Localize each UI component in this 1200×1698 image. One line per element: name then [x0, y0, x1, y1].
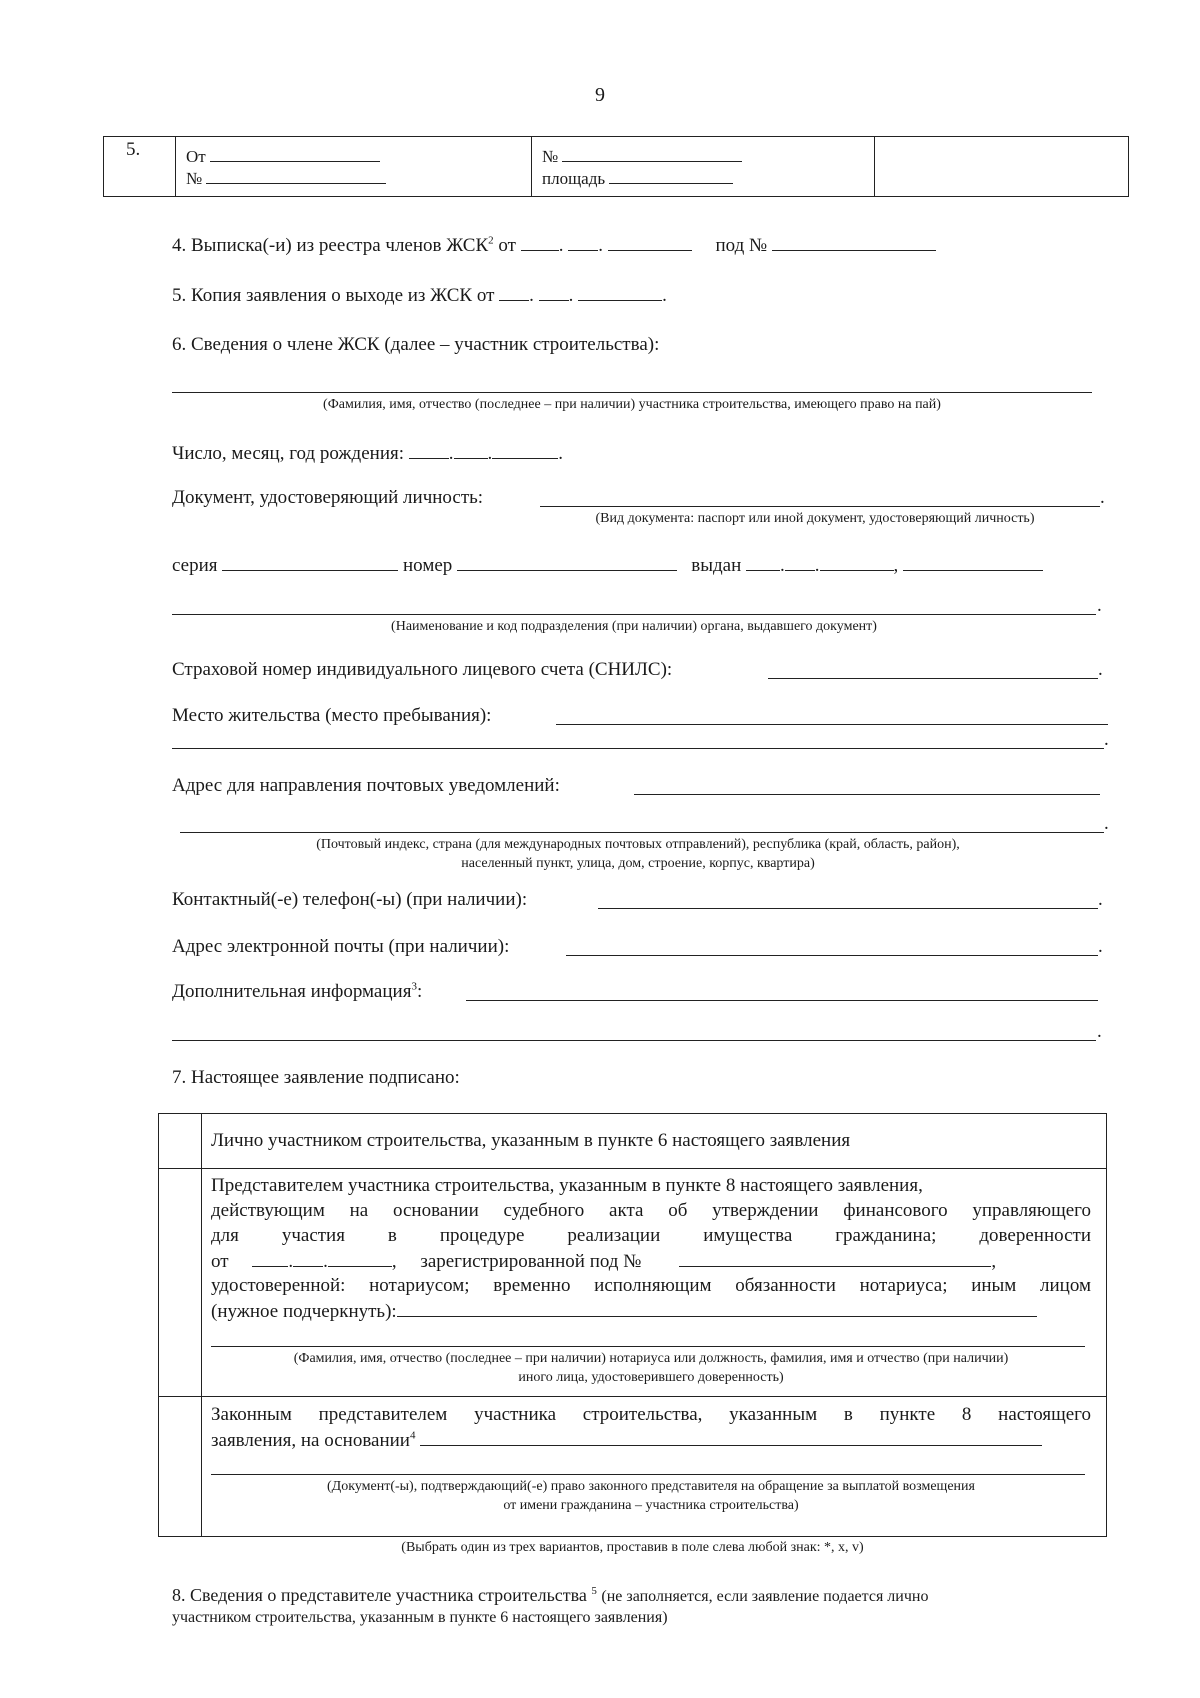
option-2-line-4[interactable]: от . . , зарегистрированной под № , [211, 1248, 1091, 1274]
item-8-note: участником строительства, указанным в пункте 6 настоящего заявления) [172, 1609, 668, 1626]
option-3-checkbox[interactable] [159, 1396, 201, 1536]
postal-caption-2: населенный пункт, улица, дом, строение, корпус, квартира) [461, 856, 815, 871]
period: . [1104, 729, 1109, 750]
number-field-mid[interactable]: № [542, 143, 742, 168]
postal-field-2[interactable] [180, 832, 1104, 833]
snils-label: Страховой номер индивидуального лицевого счета (СНИЛС): [172, 659, 673, 680]
column-divider [531, 137, 532, 196]
period: . [1098, 936, 1103, 957]
area-field[interactable]: площадь [542, 165, 733, 190]
snils-field[interactable] [768, 678, 1098, 679]
option-3-caption-1: (Документ(-ы), подтверждающий(-е) право законного представителя на обращение за выплатой возмещения [327, 1479, 975, 1494]
residence-field[interactable] [556, 724, 1108, 725]
id-doc-field[interactable] [540, 506, 1100, 507]
email-label: Адрес электронной почты (при наличии): [172, 936, 510, 957]
column-divider [175, 137, 176, 196]
phone-label: Контактный(-е) телефон(-ы) (при наличии): [172, 889, 528, 910]
extra-info-field[interactable] [466, 1000, 1098, 1001]
row-number: 5. [126, 139, 141, 160]
option-2-line-3: для участия в процедуре реализации имущества гражданина; доверенности [211, 1225, 1091, 1246]
option-2-line-2: действующим на основании судебного акта об утверждении финансового управляющего [211, 1200, 1091, 1221]
residence-label: Место жительства (место пребывания): [172, 705, 492, 726]
id-doc-label: Документ, удостоверяющий личность: [172, 487, 484, 508]
option-2-line-1: Представителем участника строительства, указанным в пункте 8 настоящего заявления, [211, 1175, 923, 1196]
column-divider [201, 1114, 202, 1536]
period: . [1100, 487, 1105, 508]
option-3-line-2[interactable]: заявления, на основании$^4$ [211, 1427, 1091, 1453]
page-number: 9 [595, 84, 605, 106]
choose-caption: (Выбрать один из трех вариантов, проставив в поле слева любой знак: *, x, v) [401, 1540, 864, 1555]
item-8-title: 8. Сведения о представителе участника строительства $^5$ (не заполняется, если заявление подается лично [172, 1585, 929, 1605]
passport-details-row[interactable]: серия номер выдан . . , [172, 552, 1043, 578]
period: . [1098, 889, 1103, 910]
birth-date-field[interactable]: Число, месяц, год рождения: . . . [172, 440, 563, 466]
phone-field[interactable] [598, 908, 1098, 909]
id-doc-caption: (Вид документа: паспорт или иной документ, удостоверяющий личность) [595, 511, 1035, 526]
option-2-checkbox[interactable] [159, 1168, 201, 1396]
option-2-line-6[interactable]: (нужное подчеркнуть): [211, 1298, 1091, 1324]
notary-field[interactable] [211, 1346, 1085, 1347]
signature-options-table [158, 1113, 1107, 1537]
fio-field[interactable] [172, 392, 1092, 393]
extra-info-label: Дополнительная информация$^3$: [172, 980, 423, 1002]
postal-caption-1: (Почтовый индекс, страна (для международных почтовых отправлений), республика (край, область, район), [316, 837, 960, 852]
issuer-caption: (Наименование и код подразделения (при наличии) органа, выдавшего документ) [391, 619, 877, 634]
item-6-title: 6. Сведения о члене ЖСК (далее – участник строительства): [172, 334, 660, 355]
row-divider [159, 1168, 1106, 1169]
option-1-text: Лично участником строительства, указанным в пункте 6 настоящего заявления [211, 1130, 851, 1151]
period: . [1104, 813, 1109, 834]
item-7-title: 7. Настоящее заявление подписано: [172, 1067, 460, 1088]
option-3-caption-2: от имени гражданина – участника строительства) [503, 1498, 799, 1513]
fio-caption: (Фамилия, имя, отчество (последнее – при наличии) участника строительства, имеющего право на пай) [323, 397, 941, 412]
residence-field-2[interactable] [172, 748, 1104, 749]
number-field-left[interactable]: № [186, 165, 386, 190]
option-1-checkbox[interactable] [159, 1114, 201, 1168]
item-4-registry-extract[interactable]: 4. Выписка(-и) из реестра членов ЖСК$^2$ от . . под № [172, 232, 936, 258]
extra-info-field-2[interactable] [172, 1040, 1096, 1041]
period: . [1098, 659, 1103, 680]
option-3-line-1: Законным представителем участника строительства, указанным в пункте 8 настоящего [211, 1404, 1091, 1425]
issuer-field[interactable] [172, 614, 1096, 615]
option-2-line-5: удостоверенной: нотариусом; временно исполняющим обязанности нотариуса; иным лицом [211, 1275, 1091, 1296]
period: . [1097, 595, 1102, 616]
legal-basis-field[interactable] [211, 1474, 1085, 1475]
postal-field[interactable] [634, 794, 1100, 795]
property-table-row [103, 136, 1129, 197]
column-divider [874, 137, 875, 196]
email-field[interactable] [566, 955, 1098, 956]
period: . [1097, 1021, 1102, 1042]
from-field[interactable]: От [186, 143, 380, 168]
row-divider [159, 1396, 1106, 1397]
postal-label: Адрес для направления почтовых уведомлений: [172, 775, 560, 796]
option-2-caption-1: (Фамилия, имя, отчество (последнее – при наличии) нотариуса или должность, фамилия, имя и отчество (при наличии) [293, 1351, 1009, 1366]
option-2-caption-2: иного лица, удостоверившего доверенность) [518, 1370, 784, 1385]
item-5-exit-copy[interactable]: 5. Копия заявления о выходе из ЖСК от . . . [172, 282, 667, 308]
